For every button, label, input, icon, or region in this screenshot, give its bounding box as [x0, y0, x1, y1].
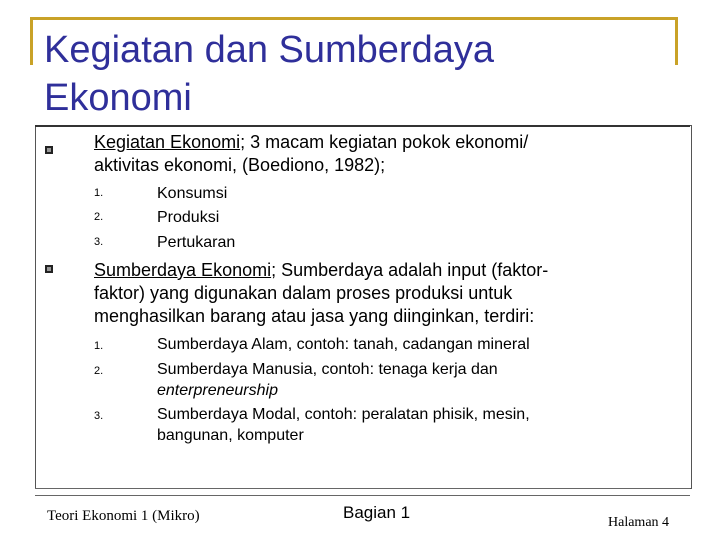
- list-item-italic: enterpreneurship: [157, 382, 278, 399]
- list-item-text-cont: bangunan, komputer: [157, 427, 304, 444]
- slide-title: [44, 26, 494, 122]
- list-item: [157, 404, 657, 446]
- content-bottom-rule: [35, 488, 690, 496]
- list-number: 3.: [94, 236, 104, 248]
- section2-heading-line2: faktor) yang digunakan dalam proses produksi untuk: [94, 283, 513, 303]
- square-bullet-icon: [45, 265, 53, 273]
- list-item: [157, 359, 657, 401]
- section2-heading-term: Sumberdaya Ekonomi: [94, 260, 272, 280]
- list-item: Pertukaran: [157, 234, 236, 251]
- footer-page-number: Halaman 4: [608, 515, 670, 530]
- section2-heading-rest: ; Sumberdaya adalah input (faktor-: [271, 260, 549, 280]
- section2-heading-line3: menghasilkan barang atau jasa yang diinginkan, terdiri:: [94, 306, 535, 326]
- list-item: Produksi: [157, 209, 220, 226]
- list-item: Konsumsi: [157, 185, 228, 202]
- frame-left-line: [30, 17, 33, 65]
- section1-heading-rest: ; 3 macam kegiatan pokok ekonomi/: [240, 132, 529, 152]
- slide-title-line1: Kegiatan dan Sumberdaya: [44, 29, 494, 71]
- list-item: Sumberdaya Alam, contoh: tanah, cadangan mineral: [157, 336, 530, 353]
- section2-heading: [94, 259, 674, 328]
- section1-heading-term: Kegiatan Ekonomi: [94, 132, 241, 152]
- footer-section: Bagian 1: [343, 503, 411, 522]
- content-top-rule: [35, 125, 690, 127]
- square-bullet-icon: [45, 146, 53, 154]
- section1-heading: [94, 131, 674, 177]
- list-number: 3.: [94, 410, 104, 422]
- slide-title-line2: Ekonomi: [44, 77, 192, 119]
- list-item-text: Sumberdaya Modal, contoh: peralatan phisik, mesin,: [157, 406, 530, 423]
- list-number: 1.: [94, 340, 104, 352]
- list-number: 1.: [94, 187, 104, 199]
- list-number: 2.: [94, 211, 104, 223]
- list-item-text: Sumberdaya Manusia, contoh: tenaga kerja dan: [157, 361, 498, 378]
- frame-top-line: [30, 17, 678, 20]
- list-number: 2.: [94, 365, 104, 377]
- section1-heading-line2: aktivitas ekonomi, (Boediono, 1982);: [94, 155, 386, 175]
- footer-course-title: Teori Ekonomi 1 (Mikro): [47, 508, 200, 524]
- frame-right-line: [675, 17, 678, 65]
